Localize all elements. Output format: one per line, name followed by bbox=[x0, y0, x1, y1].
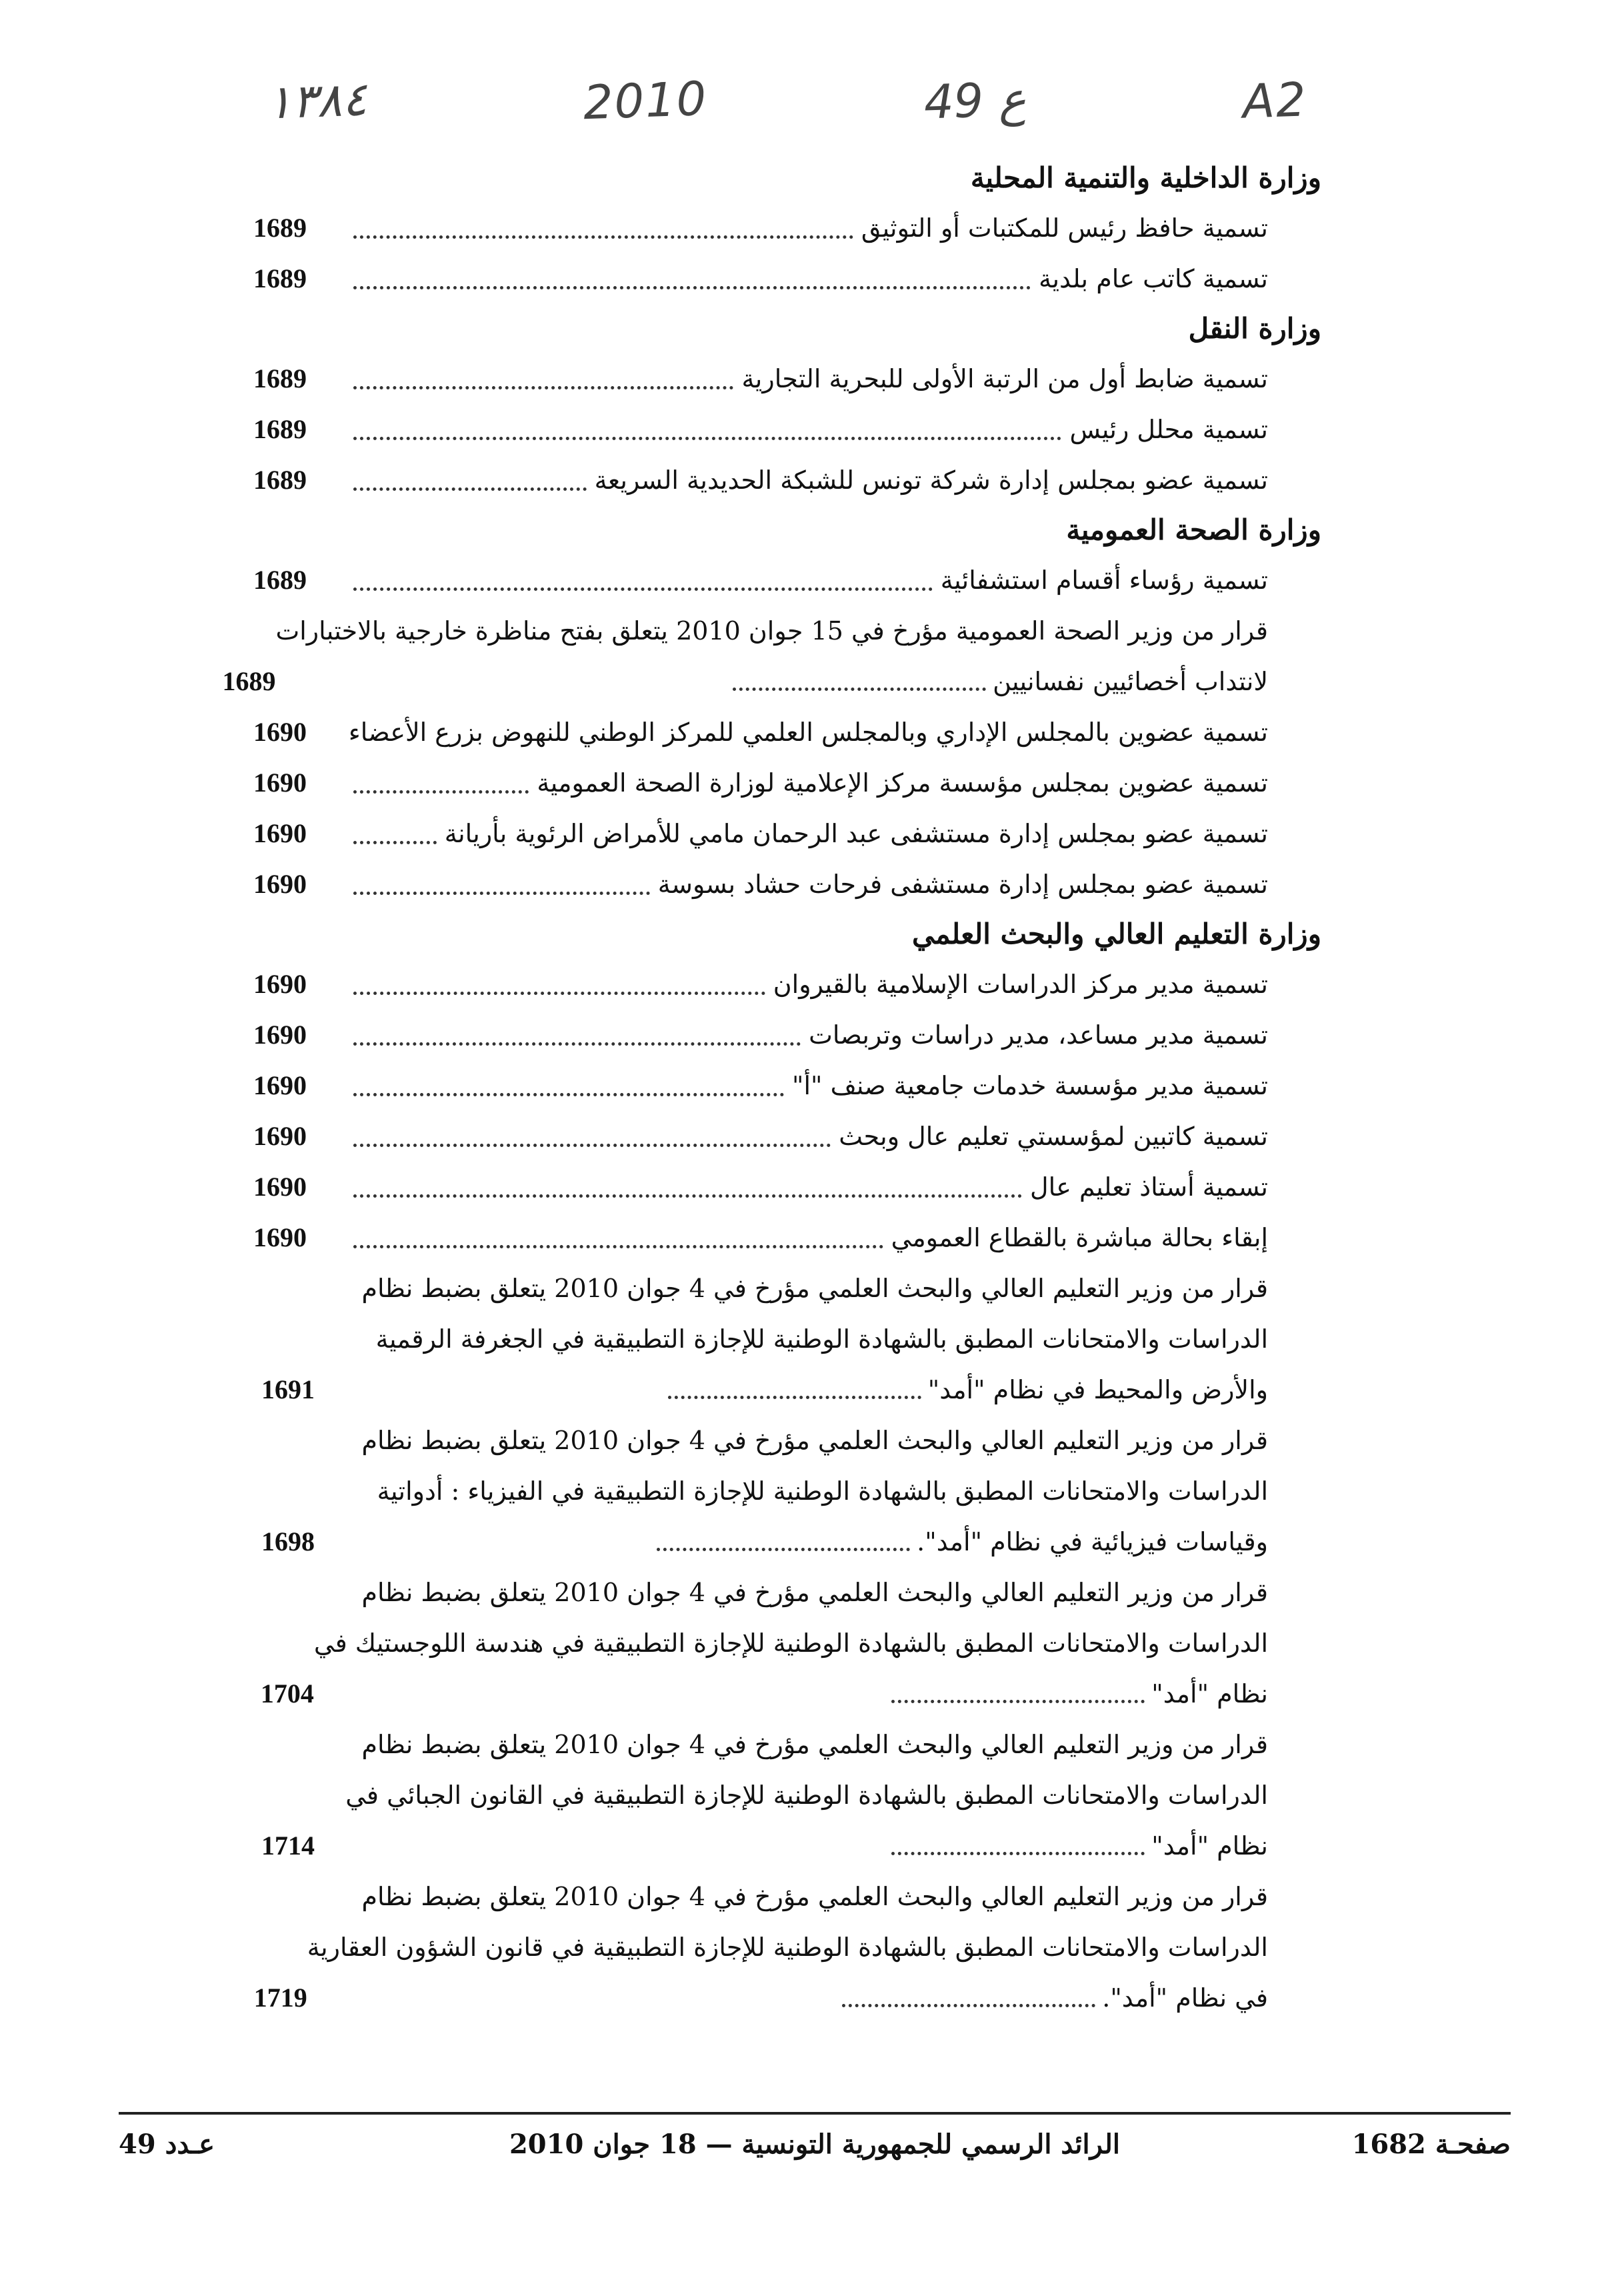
toc-entry bbox=[253, 404, 1313, 455]
toc-page-number: 1714 bbox=[261, 1831, 315, 1861]
toc-page-number: 1690 bbox=[253, 717, 307, 747]
toc-entry bbox=[253, 1719, 1313, 1871]
toc-page-number: 1690 bbox=[253, 818, 307, 848]
table-of-contents bbox=[222, 153, 1321, 2023]
toc-page-number: 1689 bbox=[253, 213, 307, 243]
toc-entry-text: الدراسات والامتحانات المطبق بالشهادة الوطنية للإجازة التطبيقية في القانون الجبائي في bbox=[345, 1781, 1268, 1810]
toc-entry-text: تسمية كاتب عام بلدية bbox=[1039, 264, 1268, 293]
toc-entry bbox=[253, 959, 1313, 1010]
toc-entry-text: قرار من وزير الصحة العمومية مؤرخ في 15 جوان 2010 يتعلق بفتح مناظرة خارجية بالاختبارات bbox=[275, 616, 1268, 646]
toc-entry-line bbox=[341, 1415, 1268, 1466]
toc-entry bbox=[253, 1111, 1313, 1162]
toc-entry-text: قرار من وزير التعليم العالي والبحث العلمي مؤرخ في 4 جوان 2010 يتعلق بضبط نظام bbox=[361, 1578, 1268, 1607]
toc-page-number: 1690 bbox=[253, 969, 307, 999]
toc-entry-text: تسمية كاتبين لمؤسستي تعليم عال وبحث bbox=[839, 1122, 1268, 1151]
toc-entry-line bbox=[341, 1719, 1268, 1770]
toc-entry-text: تسمية مدير مؤسسة خدمات جامعية صنف "أ" bbox=[791, 1071, 1268, 1100]
toc-page-number: 1719 bbox=[253, 1983, 307, 2013]
dot-leader bbox=[353, 1144, 831, 1147]
dot-leader bbox=[353, 790, 529, 794]
dot-leader bbox=[353, 235, 853, 239]
toc-entry-line bbox=[314, 1567, 1268, 1618]
handwritten-annotations bbox=[267, 64, 1307, 137]
toc-entry-line bbox=[275, 606, 1268, 656]
toc-entry-text: تسمية مدير مساعد، مدير دراسات وتربصات bbox=[809, 1020, 1268, 1050]
toc-entry bbox=[253, 1060, 1313, 1111]
toc-entry-line bbox=[341, 1314, 1268, 1364]
dot-leader bbox=[353, 1245, 883, 1248]
dot-leader bbox=[657, 1548, 910, 1551]
footer-issue-number: عـدد 49 bbox=[119, 2129, 215, 2160]
handwritten-note: A2 bbox=[1241, 72, 1308, 129]
toc-entry-text: تسمية مدير مركز الدراسات الإسلامية بالقيروان bbox=[773, 970, 1268, 999]
dot-leader bbox=[353, 437, 1061, 440]
toc-entry-line bbox=[341, 1770, 1268, 1821]
toc-entry-text: تسمية ضابط أول من الرتبة الأولى للبحرية التجارية bbox=[741, 364, 1268, 393]
dot-leader bbox=[733, 688, 986, 691]
dot-leader bbox=[353, 286, 1031, 289]
dot-leader bbox=[668, 1396, 921, 1399]
toc-entry-text: الدراسات والامتحانات المطبق بالشهادة الوطنية للإجازة التطبيقية في قانون الشؤون العقارية bbox=[307, 1933, 1268, 1962]
toc-page-number: 1689 bbox=[253, 414, 307, 444]
toc-page-number: 1690 bbox=[253, 1172, 307, 1202]
toc-entry-text: تسمية محلل رئيس bbox=[1069, 415, 1268, 444]
toc-page-number: 1690 bbox=[253, 869, 307, 899]
dot-leader bbox=[353, 1093, 784, 1096]
toc-entry-text: وقياسات فيزيائية في نظام "أمد". bbox=[917, 1527, 1268, 1556]
toc-entry-text: تسمية أستاذ تعليم عال bbox=[1030, 1172, 1268, 1202]
toc-entry-line bbox=[307, 1973, 1268, 2023]
toc-entry bbox=[253, 1567, 1313, 1719]
toc-entry-text: الدراسات والامتحانات المطبق بالشهادة الوطنية للإجازة التطبيقية في الجغرفة الرقمية bbox=[375, 1324, 1268, 1354]
dot-leader bbox=[353, 992, 765, 995]
toc-page-number: 1691 bbox=[261, 1374, 315, 1404]
toc-entry-text: تسمية عضوين بمجلس مؤسسة مركز الإعلامية لوزارة الصحة العمومية bbox=[537, 768, 1268, 798]
toc-page-number: 1689 bbox=[222, 666, 276, 696]
toc-page-number: 1690 bbox=[253, 1121, 307, 1151]
section-title: وزارة الصحة العمومية bbox=[1066, 513, 1321, 546]
toc-entry-text: إبقاء بحالة مباشرة بالقطاع العمومي bbox=[891, 1223, 1268, 1252]
toc-entry-line bbox=[307, 1871, 1268, 1922]
toc-entry bbox=[253, 253, 1313, 304]
toc-entry-line bbox=[341, 1263, 1268, 1314]
toc-page-number: 1690 bbox=[253, 1020, 307, 1050]
footer-page-number: صفحـة 1682 bbox=[1351, 2129, 1511, 2160]
handwritten-note: 2010 bbox=[582, 71, 709, 131]
toc-entry bbox=[253, 1415, 1313, 1567]
toc-entry-text: تسمية رؤساء أقسام استشفائية bbox=[940, 565, 1268, 595]
dot-leader bbox=[842, 2004, 1095, 2007]
toc-entry-line bbox=[341, 1466, 1268, 1516]
toc-entry bbox=[253, 707, 1313, 758]
footer-journal-title: الرائد الرسمي للجمهورية التونسية — 18 جوان 2010 bbox=[509, 2129, 1121, 2160]
handwritten-note: ع 49 bbox=[923, 71, 1027, 130]
dot-leader bbox=[353, 1194, 1022, 1198]
page-footer bbox=[119, 2118, 1511, 2171]
toc-entry bbox=[253, 1263, 1313, 1415]
toc-entry bbox=[253, 1162, 1313, 1212]
dot-leader bbox=[353, 1042, 801, 1046]
section-title: وزارة الداخلية والتنمية المحلية bbox=[970, 161, 1321, 194]
toc-entry bbox=[222, 606, 1313, 707]
toc-page-number: 1689 bbox=[253, 565, 307, 595]
toc-entry bbox=[253, 353, 1313, 404]
dot-leader bbox=[353, 588, 933, 591]
toc-entry-text: تسمية عضوين بالمجلس الإداري وبالمجلس العلمي للمركز الوطني للنهوض بزرع الأعضاء bbox=[348, 718, 1268, 747]
dot-leader bbox=[891, 1700, 1145, 1703]
toc-entry-text: والأرض والمحيط في نظام "أمد" bbox=[927, 1375, 1268, 1404]
section-title: وزارة التعليم العالي والبحث العلمي bbox=[912, 918, 1321, 950]
handwritten-note: ١٣٨٤ bbox=[265, 71, 368, 130]
toc-page-number: 1689 bbox=[253, 363, 307, 393]
toc-entry-line bbox=[341, 1364, 1268, 1415]
toc-entry-text: نظام "أمد" bbox=[1151, 1831, 1268, 1861]
toc-entry bbox=[253, 808, 1313, 859]
toc-entry-text: قرار من وزير التعليم العالي والبحث العلمي مؤرخ في 4 جوان 2010 يتعلق بضبط نظام bbox=[361, 1274, 1268, 1303]
toc-entry-text: تسمية عضو بمجلس إدارة مستشفى عبد الرحمان مامي للأمراض الرئوية بأريانة bbox=[444, 819, 1268, 848]
toc-entry-text: الدراسات والامتحانات المطبق بالشهادة الوطنية للإجازة التطبيقية في الفيزياء : أدواتية bbox=[377, 1476, 1268, 1506]
toc-entry bbox=[253, 1871, 1313, 2023]
toc-page-number: 1690 bbox=[253, 768, 307, 798]
toc-entry-text: نظام "أمد" bbox=[1151, 1679, 1268, 1708]
toc-entry-line bbox=[314, 1618, 1268, 1668]
toc-entry bbox=[253, 455, 1313, 505]
toc-entry-text: الدراسات والامتحانات المطبق بالشهادة الوطنية للإجازة التطبيقية في هندسة اللوجستيك في bbox=[313, 1628, 1268, 1658]
toc-entry-text: في نظام "أمد". bbox=[1102, 1983, 1268, 2013]
toc-entry-text: قرار من وزير التعليم العالي والبحث العلمي مؤرخ في 4 جوان 2010 يتعلق بضبط نظام bbox=[361, 1426, 1268, 1455]
toc-entry-line bbox=[275, 656, 1268, 707]
dot-leader bbox=[353, 386, 733, 389]
toc-entry-text: تسمية حافظ رئيس للمكتبات أو التوثيق bbox=[861, 213, 1268, 243]
toc-page-number: 1690 bbox=[253, 1070, 307, 1100]
toc-entry-line bbox=[341, 1516, 1268, 1567]
toc-entry bbox=[253, 1212, 1313, 1263]
toc-entry bbox=[253, 1010, 1313, 1060]
toc-entry-text: قرار من وزير التعليم العالي والبحث العلمي مؤرخ في 4 جوان 2010 يتعلق بضبط نظام bbox=[361, 1730, 1268, 1759]
dot-leader bbox=[353, 487, 587, 491]
toc-entry-line bbox=[314, 1668, 1268, 1719]
toc-entry-text: قرار من وزير التعليم العالي والبحث العلمي مؤرخ في 4 جوان 2010 يتعلق بضبط نظام bbox=[361, 1882, 1268, 1911]
toc-page-number: 1704 bbox=[260, 1678, 314, 1708]
toc-page-number: 1689 bbox=[253, 465, 307, 495]
toc-entry-line bbox=[341, 1821, 1268, 1871]
toc-entry bbox=[253, 758, 1313, 808]
toc-entry-text: تسمية عضو بمجلس إدارة مستشفى فرحات حشاد بسوسة bbox=[657, 870, 1268, 899]
section-title: وزارة النقل bbox=[1188, 312, 1321, 345]
toc-page-number: 1689 bbox=[253, 263, 307, 293]
toc-entry-text: تسمية عضو بمجلس إدارة شركة تونس للشبكة الحديدية السريعة bbox=[594, 465, 1268, 495]
toc-entry bbox=[253, 555, 1313, 606]
toc-entry-text: لانتداب أخصائيين نفسانيين bbox=[993, 667, 1268, 696]
toc-page-number: 1690 bbox=[253, 1222, 307, 1252]
toc-page-number: 1698 bbox=[261, 1526, 315, 1556]
toc-entry bbox=[253, 203, 1313, 253]
toc-entry-line bbox=[307, 1922, 1268, 1973]
dot-leader bbox=[891, 1852, 1145, 1855]
dot-leader bbox=[353, 892, 650, 895]
toc-entry bbox=[253, 859, 1313, 910]
footer-divider bbox=[119, 2112, 1511, 2115]
dot-leader bbox=[353, 841, 437, 844]
